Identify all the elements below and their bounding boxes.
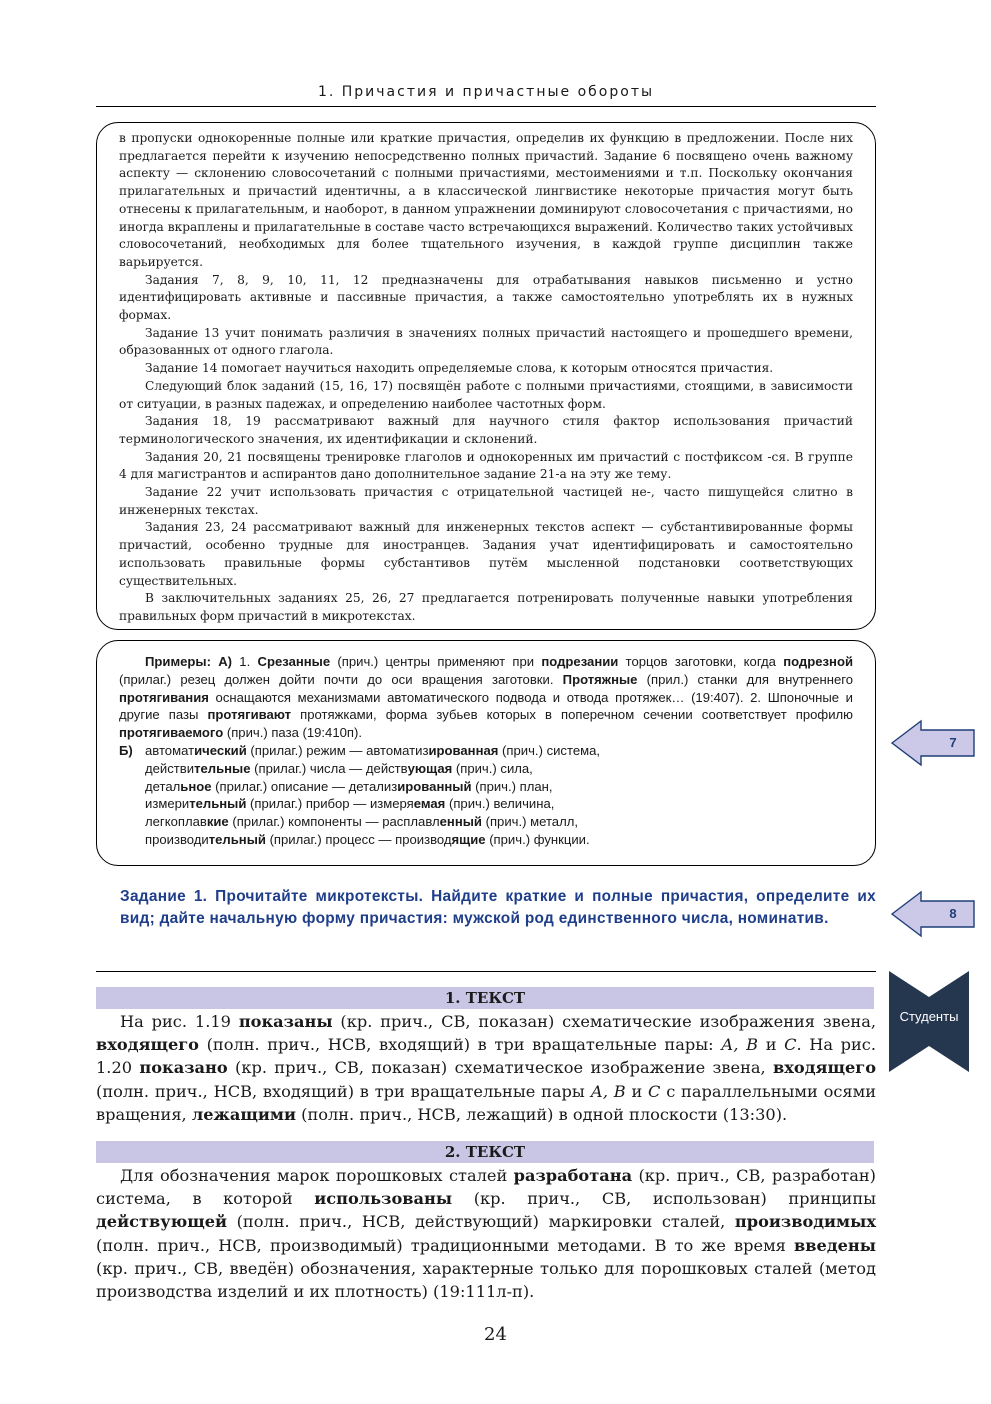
intro-box	[96, 122, 876, 630]
text-run: и	[625, 1081, 649, 1101]
arrow-label: 8	[949, 906, 957, 921]
italic-term: А, В	[721, 1035, 759, 1055]
intro-paragraph: Задание 13 учит понимать различия в значениях полных причастий настоящего и прошедшего времени, образованных от одного глагола.	[119, 325, 853, 358]
bold-term: протягивания	[119, 689, 209, 705]
text-run: (прилаг.) описание — детализ	[211, 778, 398, 794]
text-run: оснащаются механизмами автоматического подвода и отвода протяжек… (19:407). 2. Шпоночные и другие пазы	[119, 689, 853, 723]
text2-heading: 2. ТЕКСТ	[96, 1141, 874, 1163]
bold-term: подрезании	[541, 654, 619, 669]
text-run: (полн. прич., НСВ, входящий) в три вращательные пары:	[198, 1035, 722, 1055]
text-run: с параллельными осями вращения,	[96, 1081, 876, 1124]
text-run: На рис. 1.19	[120, 1012, 239, 1031]
task-1: Задание 1. Прочитайте микротексты. Найдите краткие и полные причастия, определите их вид; дайте начальную форму причастия: мужской род единственного числа, номинатив.	[120, 888, 876, 927]
side-arrow-7	[890, 719, 976, 767]
page-number: 24	[484, 1324, 507, 1345]
italic-term: А, В	[590, 1081, 626, 1101]
text-run: (кр. прич., СВ, использован) принципы	[452, 1189, 876, 1209]
intro-paragraph: Задания 18, 19 рассматривают важный для научного стиля фактор использования причастий терминологического значения, их идентификации и склонений.	[119, 414, 853, 446]
example-pair	[145, 831, 600, 849]
intro-paragraph: Задания 23, 24 рассматривают важный для инженерных текстов аспект — субстантивированные формы причастий, особенно трудные для иностранцев. Задания учат идентифицировать и самостоятельно использовать правильные формы субстантивов путём мысленной подстановки соответствующих существительных.	[119, 520, 853, 588]
example-pair	[145, 795, 600, 813]
bold-suffix: ящие	[451, 831, 486, 847]
divider	[96, 971, 876, 972]
bold-term: использованы	[314, 1189, 453, 1209]
bold-term: Срезанные	[257, 654, 331, 669]
text-run: (полн. прич., НСВ, лежащий) в одной плоскости (13:30).	[295, 1104, 788, 1124]
examples-b-label: Б)	[119, 742, 133, 758]
text-run: (прич.) паза (19:410п).	[223, 725, 362, 741]
bold-suffix: тельный	[208, 831, 266, 847]
text-run: (кр. прич., СВ, показан) схематические изображения звена,	[332, 1012, 877, 1031]
bold-term: показано	[139, 1058, 228, 1078]
text-run: детал	[145, 778, 181, 794]
text-run: измери	[145, 796, 190, 812]
text-run: (полн. прич., НСВ, входящий) в три вращательные пары	[96, 1081, 591, 1101]
text2-body	[96, 1164, 876, 1303]
arrow-label: 7	[949, 735, 957, 750]
text-run: действи	[145, 760, 195, 776]
students-tab-label: Студенты	[899, 1009, 959, 1024]
text-run: Для обозначения марок порошковых сталей	[120, 1166, 514, 1185]
text-run: торцов заготовки, когда	[618, 654, 784, 669]
text-run: (прил.) станки для внутреннего	[637, 671, 853, 687]
intro-paragraph: Задание 22 учит использовать причастия с отрицательной частицей не-, часто пишущейся слитно в инженерных текстах.	[119, 485, 853, 517]
intro-paragraph: Задания 7, 8, 9, 10, 11, 12 предназначены для отрабатывания навыков письменно и устно идентифицировать активные и пассивные причастия, а также самостоятельно употреблять их в нужных формах.	[119, 272, 853, 323]
bold-term: показаны	[238, 1012, 333, 1031]
bold-term: Протяжные	[562, 671, 638, 687]
italic-term: С	[648, 1081, 661, 1101]
text-run: (полн. прич., НСВ, действующий) маркировки сталей,	[227, 1212, 735, 1232]
bold-term: разработана	[513, 1166, 633, 1185]
bold-suffix: емая	[413, 796, 446, 812]
bold-suffix: ический	[194, 742, 247, 758]
text-run: (кр. прич., СВ, введён) обозначения, характерные только для порошковых сталей (метод производства изделий и их плотность) (19:111л-п).	[96, 1258, 876, 1302]
example-pair	[145, 778, 600, 796]
text-run: (прич.) металл,	[481, 814, 579, 830]
bold-term: протягивают	[207, 707, 292, 723]
example-pair	[145, 813, 600, 831]
text-run: (прилаг.) прибор — измеря	[246, 796, 414, 812]
bold-suffix: тельный	[189, 796, 247, 812]
text-run: . На рис. 1.20	[96, 1035, 876, 1078]
intro-paragraph: в пропуски однокоренные полные или краткие причастия, определив их функцию в предложении. После них предлагается перейти к изучению непосредственно полных причастий. Задание 6 посвящено очень важному аспекту — склонению словосочетаний с полными причастиями, местоимениями и т.п. Поскольку окончания прилагательных и причастий идентичны, а в классической лингвистике некоторые причастия могут быть отнесены к прилагательным, и наоборот, в данном упражнении доминируют словосочетания с причастиями, но иногда вкраплены и прилагательные в составе часто встречающихся выражений. Количество таких устойчивых словосочетаний, необходимых для более тщательного изучения, в каждой группе дисциплин также варьируется.	[119, 131, 853, 269]
text-run: (прич.) план,	[471, 778, 553, 794]
text-run: (прилаг.) резец должен дойти почти до оси вращения заготовки.	[119, 671, 563, 687]
text1-body	[96, 1010, 876, 1126]
bold-suffix: кие	[206, 814, 229, 830]
text-run: протяжками, форма зубьев которых в поперечном сечении соответствует профилю	[291, 707, 853, 723]
intro-paragraph: Задание 14 помогает научиться находить определяемые слова, к которым относятся причастия.	[145, 361, 774, 376]
text-run: (прич.) центры применяют при	[330, 654, 542, 669]
bold-term: действующей	[96, 1212, 228, 1232]
bold-suffix: ированная	[428, 742, 499, 758]
bold-suffix: тельные	[194, 760, 251, 776]
text-run: (прич.) система,	[498, 742, 601, 758]
examples-box	[96, 640, 876, 866]
text-run: (прич.) функции.	[485, 831, 590, 847]
examples-b	[119, 742, 853, 849]
examples-a-label: Примеры: А)	[145, 654, 233, 669]
bold-term: входящего	[96, 1035, 199, 1055]
text-run: (прич.) сила,	[452, 760, 533, 776]
students-tab	[889, 971, 969, 1072]
bold-term: протягиваемого	[119, 725, 224, 741]
examples-a	[119, 653, 853, 742]
bold-term: подрезной	[783, 654, 853, 669]
text1-heading: 1. ТЕКСТ	[96, 987, 874, 1009]
text-run: (прилаг.) режим — автоматиз	[246, 742, 429, 758]
bold-suffix: ующая	[407, 760, 453, 776]
example-pair	[145, 742, 600, 760]
bold-term: производимых	[734, 1212, 876, 1232]
intro-paragraph: В заключительных заданиях 25, 26, 27 предлагается потренировать полученные навыки употребления правильных форм причастий в микротекстах.	[119, 591, 853, 623]
bold-suffix: ированный	[397, 778, 472, 794]
italic-term: С	[784, 1035, 797, 1055]
bold-suffix: ьное	[180, 778, 212, 794]
running-head: 1. Причастия и причастные обороты	[96, 84, 876, 107]
text-run: (прилаг.) процесс — производ	[265, 831, 452, 847]
example-pair	[145, 760, 600, 778]
text-run: (прилаг.) числа — действ	[250, 760, 408, 776]
side-arrow-8	[890, 890, 976, 938]
bold-term: лежащими	[191, 1104, 296, 1124]
intro-paragraph: Задания 20, 21 посвящены тренировке глаголов и однокоренных им причастий с постфиксом -ся. В группе 4 для магистрантов и аспирантов дано дополнительное задание 21-а на эту же тему.	[119, 449, 853, 482]
text-run: легкоплав	[145, 814, 207, 830]
intro-paragraph: Следующий блок заданий (15, 16, 17) посвящён работе с полными причастиями, стоящими, в зависимости от ситуации, в разных падежах, и определению наиболее частотных форм.	[119, 378, 853, 411]
text-run: (кр. прич., СВ, показан) схематическое изображение звена,	[227, 1058, 774, 1078]
text-run: (кр. прич., СВ, разработан) система, в которой	[96, 1166, 876, 1209]
text-run: (прилаг.) компоненты — расплавл	[228, 814, 440, 830]
text-run: (полн. прич., НСВ, производимый) традиционными методами. В то же время	[96, 1235, 795, 1255]
bold-term: входящего	[773, 1058, 876, 1078]
text-run: производи	[145, 831, 209, 847]
examples-b-list	[145, 742, 600, 849]
text-run: 1.	[232, 654, 258, 669]
bold-term: введены	[794, 1235, 876, 1255]
bold-suffix: енный	[439, 814, 482, 830]
text-run: (прич.) величина,	[445, 796, 555, 812]
text-run: и	[758, 1035, 785, 1055]
text-run: автомат	[145, 742, 195, 758]
